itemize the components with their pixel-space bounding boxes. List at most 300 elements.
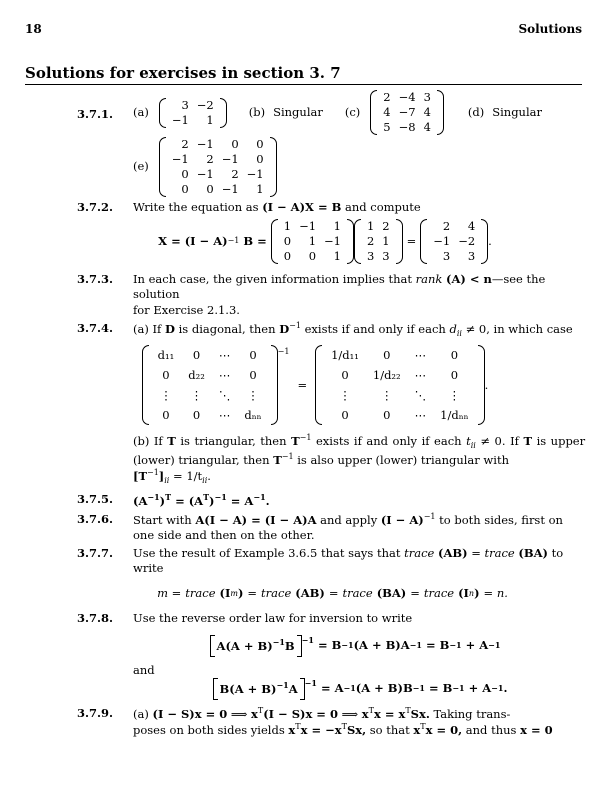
text: exists if and only if each bbox=[304, 321, 446, 336]
subscript: n bbox=[468, 588, 475, 598]
exercise-label: 3.7.7. bbox=[77, 545, 114, 560]
display-trace bbox=[25, 586, 585, 601]
bracket-t: [T bbox=[133, 468, 147, 483]
matrix-entry: 0 bbox=[192, 408, 201, 423]
inner: A(A + B) bbox=[216, 638, 273, 653]
matrix-row bbox=[168, 98, 218, 113]
trace-word: trace bbox=[423, 586, 455, 601]
display-reverse-order-1 bbox=[25, 635, 585, 657]
matrix-row bbox=[168, 113, 218, 128]
matrix-entry: 5 bbox=[383, 120, 391, 134]
matrix-row bbox=[363, 234, 394, 249]
matrix-table bbox=[280, 219, 345, 264]
matrix-entry: −2 bbox=[196, 97, 214, 112]
equation: (I − S)x = 0 bbox=[152, 706, 228, 721]
matrix-table bbox=[324, 345, 476, 425]
matrix-entry: 3 bbox=[442, 249, 451, 264]
matrix-row bbox=[324, 405, 476, 425]
matrix-row bbox=[168, 182, 268, 197]
rhs: + A bbox=[468, 681, 492, 696]
term: Sx, bbox=[346, 722, 367, 737]
matrix-entry: 0 bbox=[341, 408, 349, 423]
matrix-entry: d₁₁ bbox=[157, 348, 175, 363]
matrix-entry: 2 bbox=[442, 219, 451, 234]
page-number: 18 bbox=[25, 22, 42, 36]
and-line bbox=[25, 663, 585, 678]
matrix-entry: ⋱ bbox=[414, 388, 427, 403]
term: (I − S)x = 0 bbox=[263, 706, 338, 721]
matrix-entry: 0 bbox=[162, 368, 170, 383]
matrix-entry: 0 bbox=[249, 348, 257, 363]
matrix-row bbox=[151, 345, 269, 365]
matrix-entry: 3 bbox=[181, 97, 189, 112]
matrix-result bbox=[420, 219, 488, 264]
exponent: T bbox=[257, 705, 264, 715]
text: to both sides, first on bbox=[439, 512, 563, 527]
matrix-row bbox=[168, 152, 268, 167]
part-e bbox=[133, 137, 585, 197]
text: is triangular, then bbox=[180, 434, 287, 449]
matrix-entry: 1 bbox=[308, 234, 317, 249]
left-paren bbox=[354, 219, 361, 264]
subscript: ii bbox=[202, 476, 208, 486]
matrix-entry: −1 bbox=[171, 152, 189, 166]
matrix-entry: 0 bbox=[192, 348, 201, 363]
text: and thus bbox=[465, 722, 517, 737]
matrix-entry: 1 bbox=[333, 249, 341, 264]
exponent: −1 bbox=[253, 491, 266, 502]
matrix-entry: 2 bbox=[181, 137, 189, 151]
matrix-entry: 0 bbox=[283, 249, 292, 264]
exercise-3-7-2 bbox=[25, 200, 585, 215]
matrix-table bbox=[429, 219, 479, 264]
matrix-entry: 0 bbox=[181, 167, 189, 181]
matrix-entry: −1 bbox=[171, 112, 189, 127]
exponent: −1 bbox=[272, 637, 285, 648]
symbol-t-inverse: T bbox=[273, 452, 282, 467]
matrix-entry: 0 bbox=[231, 137, 239, 151]
text: and compute bbox=[344, 200, 421, 214]
right-paren bbox=[481, 219, 488, 264]
answer-singular: Singular bbox=[492, 104, 542, 119]
inner-tail: A bbox=[288, 682, 298, 697]
exponent: −1 bbox=[276, 680, 289, 691]
equation: (I − A)X = B bbox=[262, 200, 342, 214]
term: x = −x bbox=[300, 722, 342, 737]
matrix-entry: ⋮ bbox=[160, 388, 172, 403]
text: exists if and only if each bbox=[315, 434, 462, 449]
exponent: −1 bbox=[301, 634, 314, 645]
exercise-3-7-7 bbox=[25, 546, 585, 576]
matrix-entry: 0 bbox=[308, 249, 317, 264]
period: . bbox=[488, 234, 492, 249]
matrix-entry: dₙₙ bbox=[244, 408, 262, 423]
matrix-entry: ⋮ bbox=[339, 388, 351, 403]
trace-arg: (I bbox=[219, 586, 231, 601]
part-tag: (b) bbox=[248, 104, 266, 119]
matrix-entry: ⋱ bbox=[218, 388, 231, 403]
display-equation-x bbox=[25, 219, 585, 264]
matrix-a bbox=[159, 98, 227, 128]
equals: = bbox=[247, 586, 258, 601]
matrix-entry: 1/d₁₁ bbox=[331, 348, 359, 363]
exercise-label: 3.7.2. bbox=[77, 200, 114, 214]
matrix-entry: 0 bbox=[283, 234, 292, 249]
left-paren bbox=[159, 137, 166, 197]
text: one side and then on the other. bbox=[133, 527, 315, 542]
matrix-inverse bbox=[271, 219, 354, 264]
matrix-row bbox=[379, 105, 435, 120]
period: . bbox=[207, 468, 211, 483]
trace-arg: (BA) bbox=[376, 586, 407, 601]
equals: = bbox=[328, 586, 339, 601]
subscript: ii bbox=[456, 328, 462, 338]
text: and bbox=[133, 662, 155, 677]
solutions-content bbox=[25, 88, 585, 738]
exercise-3-7-1 bbox=[25, 90, 585, 197]
text: Use the result of Example 3.6.5 that says that bbox=[133, 545, 401, 560]
part-tag: (a) bbox=[133, 321, 149, 336]
matrix-row bbox=[379, 90, 435, 105]
matrix-entry: 0 bbox=[341, 368, 349, 383]
rhs: (A + B)B bbox=[355, 681, 413, 696]
section-title: Solutions for exercises in section 3. 7 bbox=[25, 64, 341, 82]
trace-word: trace bbox=[342, 586, 373, 601]
matrix-row bbox=[363, 219, 394, 234]
paren: ) bbox=[474, 586, 480, 601]
matrix-b bbox=[354, 219, 403, 264]
matrix-entry: 1/dₙₙ bbox=[440, 408, 469, 423]
matrix-entry: −7 bbox=[398, 105, 416, 119]
matrix-entry: 1 bbox=[283, 219, 292, 234]
matrix-c bbox=[370, 90, 444, 135]
part-tag: (a) bbox=[133, 104, 149, 119]
trace-word: trace bbox=[484, 545, 515, 560]
exponent: −1 bbox=[452, 683, 465, 694]
exponent: T bbox=[420, 721, 426, 731]
right-paren bbox=[347, 219, 354, 264]
text: Taking trans- bbox=[433, 706, 511, 721]
matrix-entry: 4 bbox=[467, 219, 476, 234]
exponent: −1 bbox=[147, 468, 159, 478]
exponent: T bbox=[203, 491, 210, 502]
text: is diagonal, then bbox=[178, 321, 276, 336]
square-brackets bbox=[210, 635, 302, 657]
lhs-tail: B = bbox=[243, 234, 267, 249]
matrix-row bbox=[379, 120, 435, 135]
matrix-entry: ⋯ bbox=[414, 368, 427, 383]
matrix-entry: 1/d₂₂ bbox=[372, 368, 401, 383]
matrix-row bbox=[429, 219, 479, 234]
matrix-entry: 1 bbox=[206, 112, 214, 127]
matrix-row bbox=[168, 167, 268, 182]
matrix-entry: −1 bbox=[246, 167, 264, 181]
implies: ⟹ bbox=[341, 706, 359, 721]
matrix-entry: ⋮ bbox=[190, 388, 203, 403]
condition-tail: ≠ 0. bbox=[480, 434, 506, 449]
trace-word: trace bbox=[261, 586, 292, 601]
trace-arg: (BA) bbox=[518, 545, 548, 560]
equation: A(I − A) = (I − A)A bbox=[195, 512, 317, 527]
left-paren bbox=[159, 98, 166, 128]
exponent: −1 bbox=[412, 683, 425, 694]
right-paren bbox=[396, 219, 403, 264]
exponent: −1 bbox=[304, 677, 317, 688]
exercise-label: 3.7.8. bbox=[77, 611, 114, 626]
right-paren bbox=[271, 345, 278, 425]
inner-tail: B bbox=[284, 638, 295, 653]
term: x bbox=[251, 706, 258, 721]
period: . bbox=[503, 681, 508, 696]
section-rule bbox=[25, 84, 582, 85]
text: to bbox=[551, 545, 564, 560]
exponent: −1 bbox=[449, 640, 462, 651]
matrix-table bbox=[379, 90, 435, 135]
trace-arg: (I bbox=[458, 586, 469, 601]
bracket-close: ] bbox=[158, 468, 165, 483]
exponent: −1 bbox=[147, 491, 160, 502]
text: so that bbox=[369, 722, 410, 737]
matrix-entry: 0 bbox=[383, 408, 391, 423]
matrix-entry: 0 bbox=[256, 137, 264, 151]
text: in which case bbox=[493, 321, 573, 336]
exercise-3-7-6 bbox=[25, 512, 585, 543]
matrix-entry: ⋯ bbox=[218, 408, 231, 423]
matrix-entry: 3 bbox=[366, 249, 375, 264]
term: Sx. bbox=[410, 706, 430, 721]
trace-word: trace bbox=[404, 545, 435, 560]
matrix-entry: 3 bbox=[423, 90, 431, 104]
part-tag: (a) bbox=[133, 706, 149, 721]
exercise-3-7-5 bbox=[25, 492, 585, 509]
matrix-entry: 0 bbox=[162, 408, 170, 423]
matrix-entry: −1 bbox=[433, 234, 451, 249]
matrix-row bbox=[280, 219, 345, 234]
exercise-label: 3.7.3. bbox=[77, 272, 114, 287]
text: —see the solution bbox=[133, 272, 546, 302]
exponent: T bbox=[368, 705, 374, 715]
matrix-row bbox=[324, 385, 476, 405]
exponent: −1 bbox=[214, 491, 227, 502]
matrix-entry: d₂₂ bbox=[188, 368, 205, 383]
matrix-entry: −8 bbox=[398, 120, 416, 134]
matrix-row bbox=[151, 385, 269, 405]
left-paren bbox=[370, 90, 377, 135]
parts-a-to-d bbox=[133, 90, 585, 135]
right-paren bbox=[478, 345, 485, 425]
display-diagonal-inverse bbox=[25, 345, 585, 425]
paren: ) bbox=[159, 493, 166, 508]
matrix-entry: 3 bbox=[382, 249, 390, 264]
rhs: (A + B)A bbox=[353, 637, 410, 652]
matrix-diagonal-inverse bbox=[315, 345, 485, 425]
exponent: −1 bbox=[409, 640, 422, 651]
running-title: Solutions bbox=[518, 22, 582, 36]
exponent: T bbox=[165, 491, 172, 502]
matrix-row bbox=[151, 365, 269, 385]
matrix-entry: −1 bbox=[221, 182, 239, 196]
part-tag: (e) bbox=[133, 159, 149, 174]
exercise-3-7-9 bbox=[25, 706, 585, 738]
rhs: = A bbox=[320, 681, 344, 696]
matrix-row bbox=[324, 365, 476, 385]
right-paren bbox=[270, 137, 277, 197]
exponent: −1 bbox=[423, 511, 436, 521]
left-paren bbox=[315, 345, 322, 425]
exponent: −1 bbox=[277, 347, 290, 357]
paren: ) bbox=[237, 586, 244, 601]
matrix-entry: ⋮ bbox=[448, 388, 461, 403]
equals: = bbox=[410, 586, 420, 601]
matrix-entry: ⋯ bbox=[414, 408, 427, 423]
matrix-entry: 0 bbox=[206, 182, 214, 196]
rank-argument: (A) < n bbox=[446, 272, 492, 287]
matrix-entry: ⋮ bbox=[381, 388, 393, 403]
term: = (A bbox=[175, 493, 204, 508]
matrix-entry: 0 bbox=[256, 152, 264, 166]
subscript: ii bbox=[164, 476, 170, 486]
exponent: T bbox=[341, 721, 347, 731]
right-paren bbox=[437, 90, 444, 135]
square-brackets bbox=[213, 678, 305, 700]
matrix-entry: 2 bbox=[366, 234, 375, 249]
part-tag: (b) bbox=[133, 434, 150, 449]
part-tag: (c) bbox=[344, 104, 361, 119]
matrix-entry: 1 bbox=[382, 234, 390, 249]
symbol-d-inverse: D bbox=[279, 321, 290, 336]
term: x = 0 bbox=[520, 722, 553, 737]
m-equals: m = bbox=[157, 586, 182, 601]
exercise-3-7-3 bbox=[25, 272, 585, 318]
matrix-entry: 1 bbox=[256, 182, 264, 196]
text: If bbox=[510, 434, 519, 449]
implies: ⟹ bbox=[230, 706, 248, 721]
text: If bbox=[153, 434, 163, 449]
symbol-d: D bbox=[164, 321, 175, 336]
matrix-entry: 3 bbox=[467, 249, 476, 264]
matrix-table bbox=[151, 345, 269, 425]
exponent: −1 bbox=[341, 640, 354, 651]
exercise-label: 3.7.5. bbox=[77, 491, 114, 506]
term: x = 0, bbox=[425, 722, 463, 737]
text: poses on both sides yields bbox=[133, 722, 285, 737]
matrix-row bbox=[324, 345, 476, 365]
matrix-entry: 0 bbox=[181, 182, 189, 196]
matrix-entry: 0 bbox=[450, 348, 459, 363]
matrix-entry: −1 bbox=[196, 137, 214, 151]
equals: = bbox=[406, 234, 417, 249]
text: is upper (lower) triangular, then bbox=[133, 434, 586, 467]
exponent: T bbox=[295, 721, 301, 731]
matrix-entry: 4 bbox=[423, 120, 431, 134]
matrix-entry: ⋯ bbox=[414, 348, 427, 363]
matrix-entry: −1 bbox=[196, 167, 214, 181]
matrix-entry: 0 bbox=[383, 348, 391, 363]
exponent: −1 bbox=[299, 433, 312, 443]
exponent: T bbox=[405, 705, 411, 715]
display-reverse-order-2 bbox=[25, 678, 585, 700]
symbol-t-inverse: T bbox=[291, 434, 300, 449]
matrix-entry: 2 bbox=[382, 219, 390, 234]
term: x bbox=[288, 722, 296, 737]
right-paren bbox=[220, 98, 227, 128]
exercise-3-7-4 bbox=[25, 321, 585, 340]
matrix-entry: 0 bbox=[249, 368, 257, 383]
exponent: −1 bbox=[227, 236, 240, 246]
matrix-entry: 1 bbox=[366, 219, 375, 234]
lhs: X = (I − A) bbox=[158, 234, 228, 249]
matrix-entry: 0 bbox=[450, 368, 459, 383]
text: write bbox=[133, 561, 164, 576]
text: If bbox=[152, 321, 162, 336]
matrix-row bbox=[168, 137, 268, 152]
symbol-t: T bbox=[523, 434, 533, 449]
equals: = bbox=[471, 545, 481, 560]
matrix-entry: −4 bbox=[398, 90, 416, 104]
trace-arg: (AB) bbox=[295, 586, 325, 601]
exercise-label: 3.7.1. bbox=[77, 107, 114, 121]
matrix-diagonal bbox=[142, 345, 278, 425]
exponent: −1 bbox=[281, 452, 294, 462]
text: and apply bbox=[320, 512, 378, 527]
rhs: = B bbox=[428, 681, 453, 696]
term: (A bbox=[133, 493, 148, 508]
matrix-entry: 4 bbox=[423, 105, 431, 119]
rhs: = B bbox=[425, 637, 450, 652]
subscript: m bbox=[230, 588, 238, 598]
matrix-entry: 2 bbox=[231, 167, 239, 181]
text: In each case, the given information implies that bbox=[133, 272, 412, 287]
matrix-row bbox=[429, 234, 479, 249]
matrix-row bbox=[429, 249, 479, 264]
matrix-entry: ⋯ bbox=[218, 368, 231, 383]
exercise-label: 3.7.4. bbox=[77, 320, 114, 335]
exponent: −1 bbox=[343, 683, 356, 694]
condition-tail: ≠ 0, bbox=[465, 321, 490, 336]
matrix-entry: ⋮ bbox=[247, 388, 259, 403]
equals: = bbox=[297, 377, 308, 392]
matrix-e bbox=[159, 137, 277, 197]
matrix-entry: −1 bbox=[324, 234, 341, 249]
matrix-table bbox=[168, 98, 218, 128]
matrix-table bbox=[168, 137, 268, 197]
trace-word: trace bbox=[185, 586, 216, 601]
equals-n: = n. bbox=[483, 586, 508, 601]
part-tag: (d) bbox=[467, 104, 485, 119]
condition: d bbox=[449, 321, 457, 336]
matrix-entry: ⋯ bbox=[218, 348, 231, 363]
text: Write the equation as bbox=[133, 200, 259, 214]
left-paren bbox=[142, 345, 149, 425]
matrix-row bbox=[151, 405, 269, 425]
rank-word: rank bbox=[415, 272, 443, 287]
matrix-entry: −1 bbox=[221, 152, 239, 166]
condition: t bbox=[466, 434, 471, 449]
matrix-entry: −2 bbox=[458, 234, 476, 249]
exercise-label: 3.7.9. bbox=[77, 705, 114, 720]
rhs: + A bbox=[465, 637, 489, 652]
term: x bbox=[361, 706, 369, 721]
matrix-table bbox=[363, 219, 394, 264]
matrix-row bbox=[363, 249, 394, 264]
rhs: = B bbox=[317, 637, 342, 652]
paren: ) bbox=[209, 493, 215, 508]
answer-singular: Singular bbox=[273, 104, 323, 119]
term: x = x bbox=[373, 706, 406, 721]
exercise-3-7-4-b bbox=[25, 433, 585, 486]
text: is also upper (lower) triangular with bbox=[297, 452, 509, 467]
symbol-t: T bbox=[167, 434, 176, 449]
